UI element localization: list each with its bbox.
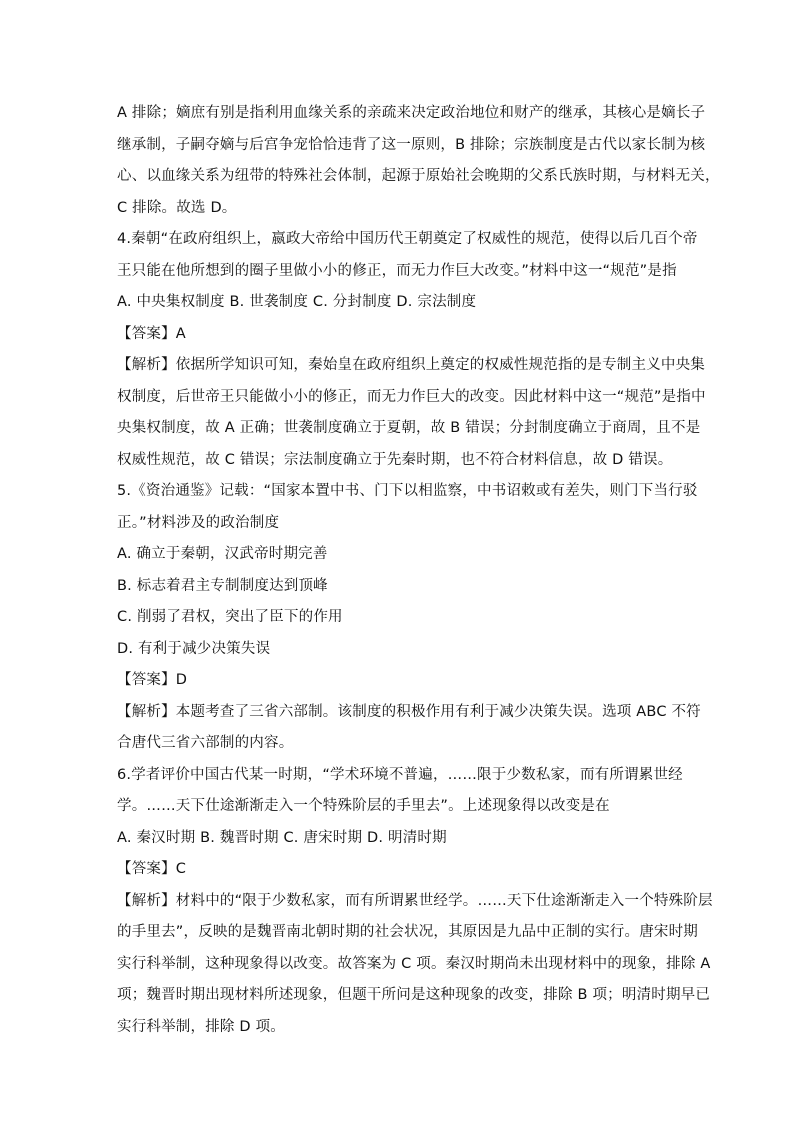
text-line: 正。”材料涉及的政治制度 <box>117 514 280 531</box>
option-c: C. 削弱了君权，突出了臣下的作用 <box>117 609 343 625</box>
question-5-analysis <box>117 697 701 760</box>
question-6-answer <box>117 854 677 886</box>
text-line: 合唐代三省六部制的内容。 <box>117 735 294 751</box>
answer-line: 【答案】D <box>117 672 188 688</box>
text-line: 5.《资治通鉴》记载：“国家本置中书、门下以相监察，中书诏敕或有差失，则门下当行驳 <box>117 483 698 499</box>
question-4-options <box>117 287 677 319</box>
text-line: 权威性规范，故 C 错误；宗法制度确立于先秦时期，也不符合材料信息，故 D 错误。 <box>117 451 673 468</box>
question-5-stem <box>117 476 698 539</box>
text-line: 【解析】材料中的“限于少数私家，而有所谓累世经学。……天下仕途渐渐走入一个特殊阶层 <box>117 892 713 909</box>
answer-line: 【答案】A <box>117 325 186 342</box>
question-6-options <box>117 823 677 855</box>
text-line: 央集权制度，故 A 正确；世袭制度确立于夏朝，故 B 错误；分封制度确立于商周，且不是 <box>117 420 701 436</box>
question-6-analysis <box>117 886 713 1044</box>
question-4-answer <box>117 319 677 351</box>
analysis-continuation <box>117 98 720 224</box>
text-line: 【解析】依据所学知识可知，秦始皇在政府组织上奠定的权威性规范指的是专制主义中央集 <box>117 357 705 373</box>
text-line: 6.学者评价中国古代某一时期，“学术环境不普遍，……限于少数私家，而有所谓累世经 <box>117 766 683 783</box>
text-line: 继承制，子嗣夺嫡与后宫争宠恰恰违背了这一原则，B 排除；宗族制度是古代以家长制为核 <box>117 136 706 153</box>
text-line: C 排除。故选 D。 <box>117 199 237 216</box>
text-line: 学。……天下仕途渐渐走入一个特殊阶层的手里去”。上述现象得以改变是在 <box>117 798 610 814</box>
question-6-stem <box>117 760 683 823</box>
option-a: A. 确立于秦朝，汉武帝时期完善 <box>117 546 328 562</box>
text-line: 心、以血缘关系为纽带的特殊社会体制，起源于原始社会晚期的父系氏族时期，与材料无关， <box>117 168 720 184</box>
text-line: 实行科举制，排除 D 项。 <box>117 1018 285 1035</box>
text-line: 王只能在他所想到的圈子里做小小的修正，而无力作巨大改变。”材料中这一“规范”是指 <box>117 262 677 279</box>
text-line: 项；魏晋时期出现材料所述现象，但题干所问是这种现象的改变，排除 B 项；明清时期早已 <box>117 987 711 1003</box>
text-line: 【解析】本题考查了三省六部制。该制度的积极作用有利于减少决策失误。选项 ABC 不符 <box>117 703 701 720</box>
answer-line: 【答案】C <box>117 861 187 877</box>
question-5-options <box>117 539 677 665</box>
text-line: 权制度，后世帝王只能做小小的修正，而无力作巨大的改变。因此材料中这一“规范”是指中 <box>117 388 706 405</box>
question-4-analysis <box>117 350 706 476</box>
text-line: A 排除；嫡庶有别是指利用血缘关系的亲疏来决定政治地位和财产的继承，其核心是嫡长子 <box>117 105 706 121</box>
text-line: 4.秦朝“在政府组织上，嬴政大帝给中国历代王朝奠定了权威性的规范，使得以后几百个帝 <box>117 231 698 247</box>
option-line: A. 中央集权制度 B. 世袭制度 C. 分封制度 D. 宗法制度 <box>117 294 477 310</box>
text-line: 实行科举制，这种现象得以改变。故答案为 C 项。秦汉时期尚未出现材料中的现象，排除 A <box>117 955 711 972</box>
question-5-answer <box>117 665 677 697</box>
document-page <box>117 98 720 1043</box>
option-d: D. 有利于减少决策失误 <box>117 640 271 657</box>
question-4-stem <box>117 224 698 287</box>
option-b: B. 标志着君主专制制度达到顶峰 <box>117 577 328 594</box>
option-line: A. 秦汉时期 B. 魏晋时期 C. 唐宋时期 D. 明清时期 <box>117 829 447 846</box>
text-line: 的手里去”，反映的是魏晋南北朝时期的社会状况，其原因是九品中正制的实行。唐宋时期 <box>117 924 699 940</box>
